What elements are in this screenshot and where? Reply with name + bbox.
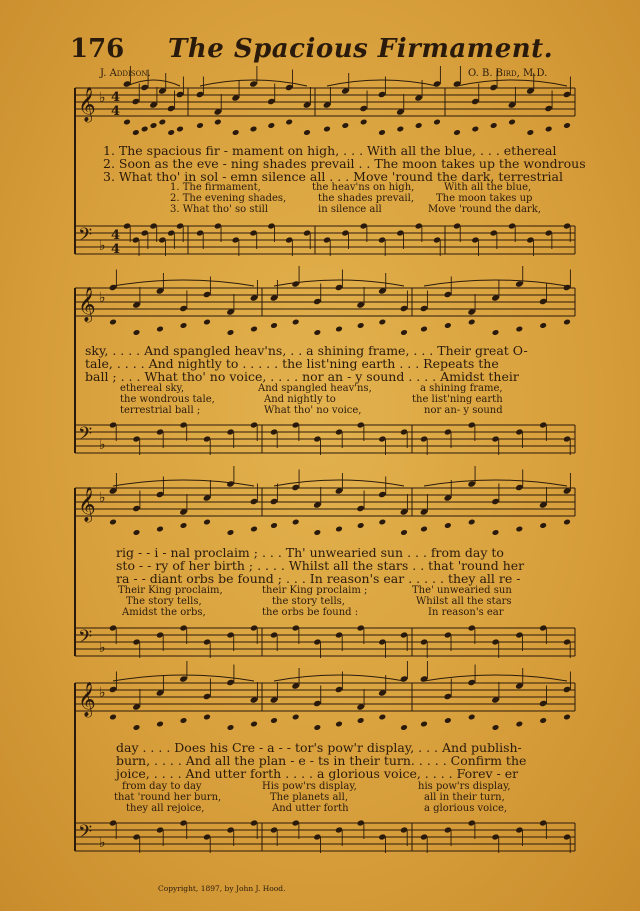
notehead bbox=[303, 129, 311, 136]
notehead bbox=[133, 724, 141, 731]
notehead bbox=[196, 122, 204, 129]
notehead bbox=[292, 714, 300, 721]
notehead bbox=[159, 119, 167, 126]
flat-sign-icon: ♭ bbox=[99, 437, 106, 453]
notehead bbox=[545, 126, 553, 133]
notehead bbox=[472, 126, 480, 133]
bass-lyric: a shining frame, bbox=[420, 383, 503, 394]
notehead bbox=[444, 717, 452, 724]
verse-line: 3. What tho' in sol - emn silence all . . . Move 'round the dark, terrestrial bbox=[103, 169, 563, 184]
notehead bbox=[227, 329, 235, 336]
bass-lyric: nor an- y sound bbox=[424, 405, 503, 416]
notehead bbox=[109, 519, 117, 526]
bass-lyric: the shades prevail, bbox=[318, 193, 415, 204]
notehead bbox=[516, 526, 524, 533]
verse-line: rig - - i - nal proclaim ; . . . Th' unwearied sun . . . from day to bbox=[116, 545, 504, 560]
treble-clef-icon: 𝄞 bbox=[78, 87, 96, 122]
hymn-title: The Spacious Firmament. bbox=[168, 34, 554, 64]
notehead bbox=[285, 119, 293, 126]
notehead bbox=[400, 529, 408, 536]
bass-lyric: from day to day bbox=[122, 781, 202, 792]
notehead bbox=[492, 529, 500, 536]
notehead bbox=[490, 122, 498, 129]
treble-clef-icon: 𝄞 bbox=[78, 487, 96, 522]
notehead bbox=[335, 526, 343, 533]
notehead bbox=[342, 122, 350, 129]
notehead bbox=[270, 717, 278, 724]
bass-lyric: the wondrous tale, bbox=[120, 394, 215, 405]
notehead bbox=[516, 326, 524, 333]
notehead bbox=[232, 129, 240, 136]
bass-lyric: the story tells, bbox=[272, 596, 345, 607]
bass-clef-icon: 𝄢 bbox=[78, 627, 93, 652]
notehead bbox=[453, 129, 461, 136]
notehead bbox=[123, 119, 131, 126]
notehead bbox=[397, 126, 405, 133]
bass-lyric: 2. The evening shades, bbox=[170, 193, 287, 204]
notehead bbox=[335, 721, 343, 728]
notehead bbox=[314, 329, 322, 336]
bass-lyric: The' unwearied sun bbox=[412, 585, 512, 596]
notehead bbox=[563, 714, 571, 721]
notehead bbox=[379, 319, 387, 326]
notehead bbox=[180, 322, 188, 329]
bass-lyric: The planets all, bbox=[270, 792, 348, 803]
notehead bbox=[150, 122, 158, 129]
notehead bbox=[180, 522, 188, 529]
notehead bbox=[250, 721, 258, 728]
notehead bbox=[444, 522, 452, 529]
verse-line: day . . . . Does his Cre - a - - tor's pow'r display, . . . And publish- bbox=[116, 740, 522, 755]
notehead bbox=[468, 319, 476, 326]
notehead bbox=[357, 322, 365, 329]
notehead bbox=[133, 529, 141, 536]
notehead bbox=[203, 519, 211, 526]
bass-lyric: 3. What tho' so still bbox=[170, 204, 269, 215]
flat-sign-icon: ♭ bbox=[99, 835, 106, 851]
bass-lyric: in silence all bbox=[318, 204, 382, 215]
bass-lyric: Whilst all the stars bbox=[416, 596, 512, 607]
time-signature: 4 bbox=[111, 104, 121, 119]
notehead bbox=[539, 322, 547, 329]
notehead bbox=[314, 529, 322, 536]
notehead bbox=[167, 129, 175, 136]
bass-lyric: a glorious voice, bbox=[424, 803, 508, 814]
notehead bbox=[227, 724, 235, 731]
notehead bbox=[203, 714, 211, 721]
notehead bbox=[335, 326, 343, 333]
notehead bbox=[268, 122, 276, 129]
slur bbox=[457, 80, 567, 86]
notehead bbox=[492, 724, 500, 731]
notehead bbox=[379, 714, 387, 721]
notehead bbox=[180, 717, 188, 724]
notehead bbox=[292, 519, 300, 526]
bass-lyric: the orbs be found : bbox=[262, 607, 359, 618]
notehead bbox=[250, 126, 258, 133]
slur bbox=[424, 280, 567, 286]
notehead bbox=[400, 724, 408, 731]
notehead bbox=[563, 519, 571, 526]
bass-lyric: the list'ning earth bbox=[412, 394, 503, 405]
bass-lyric: The story tells, bbox=[126, 596, 202, 607]
notehead bbox=[109, 319, 117, 326]
notehead bbox=[357, 717, 365, 724]
verse-line: ball ; . . . What tho' no voice, . . . . nor an - y sound . . . . Amidst their bbox=[85, 369, 519, 384]
notehead bbox=[378, 129, 386, 136]
slur bbox=[327, 80, 437, 86]
notehead bbox=[360, 119, 368, 126]
notehead bbox=[444, 322, 452, 329]
slur bbox=[113, 280, 254, 286]
notehead bbox=[563, 122, 571, 129]
bass-clef-icon: 𝄢 bbox=[78, 424, 93, 449]
bass-lyric: The moon takes up bbox=[436, 193, 533, 204]
notehead bbox=[563, 319, 571, 326]
notehead bbox=[539, 522, 547, 529]
bass-lyric: And nightly to bbox=[264, 394, 336, 405]
notehead bbox=[176, 126, 184, 133]
notehead bbox=[379, 519, 387, 526]
bass-lyric: Move 'round the dark, bbox=[428, 204, 541, 215]
notehead bbox=[539, 717, 547, 724]
bass-lyric: that 'round her burn, bbox=[114, 792, 222, 803]
notehead bbox=[132, 129, 140, 136]
notehead bbox=[156, 326, 164, 333]
flat-sign-icon: ♭ bbox=[99, 238, 106, 254]
bass-lyric: terrestrial ball ; bbox=[120, 405, 201, 416]
notehead bbox=[214, 119, 222, 126]
time-signature: 4 bbox=[111, 228, 121, 243]
bass-lyric: they all rejoice, bbox=[126, 803, 205, 814]
flat-sign-icon: ♭ bbox=[99, 90, 106, 106]
time-signature: 4 bbox=[111, 242, 121, 257]
bass-lyric: their King proclaim ; bbox=[262, 585, 368, 596]
flat-sign-icon: ♭ bbox=[99, 685, 106, 701]
notehead bbox=[323, 126, 331, 133]
verse-line: tale, . . . . And nightly to . . . . . the list'ning earth . . . Repeats the bbox=[85, 356, 499, 371]
bass-lyric: His pow'rs display, bbox=[262, 781, 357, 792]
verse-line: joice, . . . . And utter forth . . . . a glorious voice, . . . . Forev - er bbox=[116, 766, 519, 781]
flat-sign-icon: ♭ bbox=[99, 640, 106, 656]
slur bbox=[127, 80, 180, 86]
notehead bbox=[508, 119, 516, 126]
copyright-notice: Copyright, 1897, by John J. Hood. bbox=[158, 884, 286, 893]
page-number: 176 bbox=[70, 34, 125, 64]
bass-lyric: the heav'ns on high, bbox=[312, 182, 415, 193]
bass-lyric: ethereal sky, bbox=[120, 383, 185, 394]
slur bbox=[424, 480, 567, 486]
notehead bbox=[468, 714, 476, 721]
notehead bbox=[109, 714, 117, 721]
notehead bbox=[250, 326, 258, 333]
notehead bbox=[156, 721, 164, 728]
notehead bbox=[314, 724, 322, 731]
flat-sign-icon: ♭ bbox=[99, 290, 106, 306]
notehead bbox=[250, 526, 258, 533]
verse-line: ra - - diant orbs be found ; . . . In reason's ear . . . . . they all re - bbox=[116, 571, 521, 586]
notehead bbox=[415, 122, 423, 129]
notehead bbox=[420, 326, 428, 333]
composer-credit: O. B. Bird, M.D. bbox=[468, 68, 548, 79]
bass-lyric: What tho' no voice, bbox=[264, 405, 362, 416]
notehead bbox=[133, 329, 141, 336]
verse-line: 1. The spacious fir - mament on high, . . . With all the blue, . . . ethereal bbox=[103, 143, 557, 158]
verse-line: burn, . . . . And all the plan - e - ts in their turn. . . . . Confirm the bbox=[116, 753, 527, 768]
flat-sign-icon: ♭ bbox=[99, 490, 106, 506]
notehead bbox=[527, 129, 535, 136]
notehead bbox=[492, 329, 500, 336]
bass-lyric: 1. The firmament, bbox=[170, 182, 261, 193]
notehead bbox=[357, 522, 365, 529]
author-credit: J. Addison. bbox=[100, 68, 151, 79]
notehead bbox=[292, 319, 300, 326]
time-signature: 4 bbox=[111, 90, 121, 105]
notehead bbox=[400, 329, 408, 336]
notehead bbox=[156, 526, 164, 533]
notehead bbox=[420, 526, 428, 533]
verse-line: 2. Soon as the eve - ning shades prevail . . The moon takes up the wondrous bbox=[103, 156, 586, 171]
slur bbox=[274, 675, 404, 681]
bass-lyric: With all the blue, bbox=[444, 182, 532, 193]
notehead bbox=[433, 119, 441, 126]
slur bbox=[274, 480, 404, 486]
notehead bbox=[270, 322, 278, 329]
bass-lyric: And spangled heav'ns, bbox=[258, 383, 372, 394]
treble-clef-icon: 𝄞 bbox=[78, 682, 96, 717]
bass-lyric: And utter forth bbox=[272, 803, 349, 814]
slur bbox=[424, 675, 567, 681]
verse-line: sky, . . . . And spangled heav'ns, . . a shining frame, . . . Their great O- bbox=[85, 343, 528, 358]
bass-clef-icon: 𝄢 bbox=[78, 225, 93, 250]
notehead bbox=[468, 519, 476, 526]
notehead bbox=[420, 721, 428, 728]
notehead bbox=[516, 721, 524, 728]
bass-lyric: all in their turn, bbox=[424, 792, 505, 803]
notehead bbox=[227, 529, 235, 536]
bass-lyric: Their King proclaim, bbox=[118, 585, 223, 596]
treble-clef-icon: 𝄞 bbox=[78, 287, 96, 322]
notehead bbox=[270, 522, 278, 529]
bass-lyric: his pow'rs display, bbox=[418, 781, 511, 792]
verse-line: sto - - ry of her birth ; . . . . Whilst all the stars . . that 'round her bbox=[116, 558, 525, 573]
bass-lyric: Amidst the orbs, bbox=[122, 607, 206, 618]
notehead bbox=[203, 319, 211, 326]
bass-lyric: In reason's ear bbox=[428, 607, 504, 618]
bass-clef-icon: 𝄢 bbox=[78, 822, 93, 847]
notehead bbox=[141, 126, 149, 133]
